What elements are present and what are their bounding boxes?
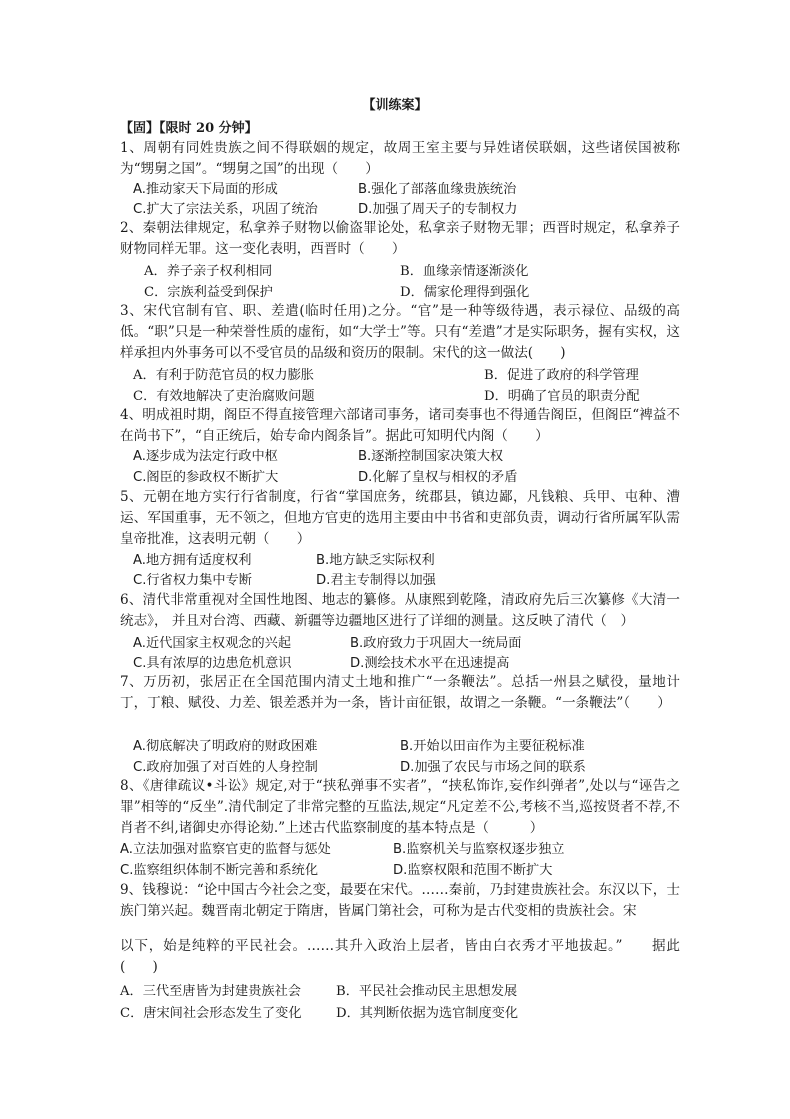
option-a: A.近代国家主权观念的兴起 [133, 636, 292, 651]
option-c: C．有效地解决了吏治腐败问题 [133, 389, 315, 404]
question-7 [120, 672, 680, 714]
option-a: A．有利于防范官员的权力膨胀 [133, 368, 314, 383]
option-b: B．血缘亲情逐渐淡化 [400, 264, 529, 279]
option-c: C.阁臣的参政权不断扩大 [133, 470, 279, 485]
option-c: C.行省权力集中专断 [133, 573, 252, 588]
question-stem: 7、万历初，张居正在全国范围内清丈土地和推广“一条鞭法”。总括一州县之赋役，量地计丁，丁粮、赋役、力差、银差悉并为一条，皆计亩征银，故谓之一条鞭。“一条鞭法”（ ） [120, 674, 680, 711]
option-a: A.彻底解决了明政府的财政困难 [133, 739, 318, 754]
option-d: D．儒家伦理得到强化 [400, 285, 530, 300]
option-c: C.监察组织体制不断完善和系统化 [120, 863, 319, 878]
question-2 [120, 218, 680, 260]
question-6 [120, 590, 680, 632]
option-d: D.化解了皇权与相权的矛盾 [358, 470, 518, 485]
question-stem: 6、清代非常重视对全国性地图、地志的纂修。从康熙到乾隆，清政府先后三次纂修《大清一统志》， 并且对台湾、西藏、新疆等边疆地区进行了详细的测量。这反映了清代（ ） [120, 592, 680, 629]
option-d: D.君主专制得以加强 [316, 573, 436, 588]
option-b: B．平民社会推动民主思想发展 [336, 984, 518, 999]
question-stem: 2、秦朝法律规定，私拿养子财物以偷盗罪论处，私拿亲子财物无罪；西晋时规定，私拿养子财物同样无罪。这一变化表明，西晋时（ ） [120, 220, 680, 257]
option-a: A.逐步成为法定行政中枢 [133, 449, 278, 464]
option-a: A．三代至唐皆为封建贵族社会 [120, 984, 301, 999]
question-stem: 1、周朝有同姓贵族之间不得联姻的规定，故周王室主要与异姓诸侯联姻，这些诸侯国被称为“甥舅之国”。“甥舅之国”的出现（ ） [120, 140, 680, 177]
question-stem: 8、《唐律疏议•斗讼》规定,对于“挟私弹事不实者”，“挟私饰诈,妄作纠弹者”,处以与“诬告之罪”相等的“反坐”.清代制定了非常完整的互监法,规定“凡定差不公,考核不当,巡按贤者不荐,不肖者不纠,诸御史亦得论劾.”上述古代监察制度的基本特点是（ ） [120, 778, 680, 836]
option-c: C.具有浓厚的边患危机意识 [133, 656, 292, 671]
question-stem-continued: 以下，始是纯粹的平民社会。……其升入政治上层者，皆由白衣秀才平地拔起。” 据此( ) [120, 938, 680, 975]
option-d: D.监察权限和范围不断扩大 [393, 863, 553, 878]
option-b: B.政府致力于巩固大一统局面 [350, 636, 522, 651]
question-stem: 4、明成祖时期，阁臣不得直接管理六部诸司事务，诸司奏事也不得通告阁臣，但阁臣“裨益不在尚书下”，“自正统后，始专命内阁条旨”。据此可知明代内阁（ ） [120, 407, 680, 444]
option-b: B.地方缺乏实际权利 [316, 553, 435, 568]
option-b: B．促进了政府的科学管理 [484, 368, 639, 383]
question-stem: 5、元朝在地方实行行省制度，行省“掌国庶务，统郡县，镇边鄙，凡钱粮、兵甲、屯种、漕运、军国重事，无不领之，但地方官吏的选用主要由中书省和吏部负责，调动行省所属军队需皇帝批准，这表明元朝（ ） [120, 489, 680, 547]
question-9-continued [120, 936, 680, 978]
option-a: A.地方拥有适度权利 [133, 553, 252, 568]
option-d: D.测绘技术水平在迅速提高 [350, 656, 510, 671]
option-b: B.逐渐控制国家决策大权 [358, 449, 504, 464]
option-c: C.扩大了宗法关系，巩固了统治 [133, 202, 318, 217]
page-title: 【训练案】 [362, 98, 428, 113]
option-d: D．其判断依据为选官制度变化 [336, 1006, 519, 1021]
option-d: D.加强了农民与市场之间的联系 [400, 760, 586, 775]
question-4 [120, 405, 680, 447]
question-9 [120, 880, 680, 922]
option-a: A．养子亲子权利相同 [144, 264, 273, 279]
question-5 [120, 487, 680, 550]
option-c: C.政府加强了对百姓的人身控制 [133, 760, 318, 775]
question-stem: 9、钱穆说：“论中国古今社会之变，最要在宋代。……秦前，乃封建贵族社会。东汉以下，士族门第兴起。魏晋南北朝定于隋唐，皆属门第社会，可称为是古代变相的贵族社会。宋 [120, 882, 680, 919]
question-3 [120, 301, 680, 364]
option-b: B.强化了部落血缘贵族统治 [358, 182, 517, 197]
section-header: 【固】【限时 20 分钟】 [120, 121, 258, 136]
option-c: C．宗族利益受到保护 [144, 285, 273, 300]
question-1 [120, 138, 680, 180]
option-b: B.监察机关与监察权逐步独立 [393, 842, 565, 857]
option-a: A.推动家天下局面的形成 [133, 182, 278, 197]
option-a: A.立法加强对监察官吏的监督与惩处 [120, 842, 331, 857]
option-b: B.开始以田亩作为主要征税标准 [400, 739, 585, 754]
question-8 [120, 776, 680, 839]
option-d: D．明确了官员的职责分配 [484, 389, 640, 404]
option-d: D.加强了周天子的专制权力 [358, 202, 518, 217]
question-stem: 3、宋代官制有官、职、差遣(临时任用)之分。“官”是一种等级待遇，表示禄位、品级的高低。“职”只是一种荣誉性质的虚衔，如“大学士”等。只有“差遣”才是实际职务，握有实权，这样承担内外事务可以不受官员的品级和资历的限制。宋代的这一做法( ) [120, 303, 680, 361]
option-c: C．唐宋间社会形态发生了变化 [120, 1006, 302, 1021]
